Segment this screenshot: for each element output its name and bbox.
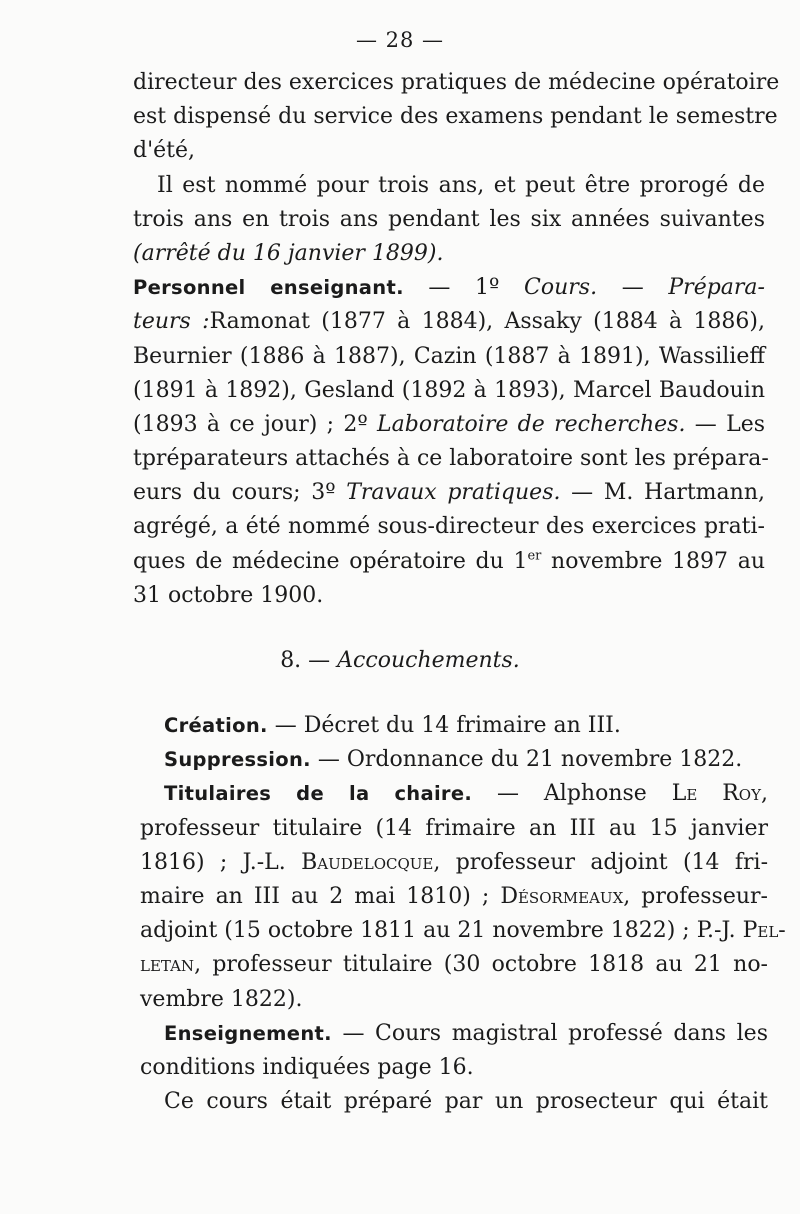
text-run: adjoint (15 octobre 1811 au 21 novembre 1822) ; P.-J. bbox=[140, 918, 743, 944]
text-run: — Ordonnance du 21 novembre 1822. bbox=[310, 747, 743, 773]
text-line bbox=[133, 476, 765, 510]
text-line: agrégé, a été nommé sous-directeur des exercices prati- bbox=[133, 514, 765, 540]
text-run: — 1º bbox=[403, 275, 525, 301]
section-number: 8. — bbox=[280, 648, 338, 673]
superscript: er bbox=[527, 548, 542, 564]
text-line: est dispensé du service des examens pendant le semestre bbox=[133, 104, 778, 130]
paragraph-block-1 bbox=[133, 66, 780, 613]
text-run: , professeur- bbox=[623, 883, 768, 909]
enseignement-line bbox=[140, 1017, 768, 1051]
heading-titulaires: Titulaires de la chaire. bbox=[164, 782, 473, 806]
text-line: Il est nommé pour trois ans, et peut être prorogé de bbox=[157, 172, 765, 198]
text-line bbox=[140, 846, 768, 880]
personnel-line bbox=[133, 271, 765, 305]
text-run: Prépara- bbox=[668, 275, 765, 301]
text-run: , professeur adjoint (14 fri- bbox=[433, 849, 768, 875]
text-run: eurs du cours; 3º bbox=[133, 480, 347, 506]
text-run: — Décret du 14 frimaire an III. bbox=[267, 713, 621, 738]
text-run: novembre 1897 au bbox=[541, 548, 765, 574]
heading-suppression: Suppression. bbox=[164, 748, 311, 772]
text-line bbox=[140, 948, 768, 982]
text-run: Travaux pratiques. bbox=[346, 480, 561, 506]
text-line: vembre 1822). bbox=[140, 986, 303, 1012]
text-run: — M. Hartmann, bbox=[560, 480, 765, 506]
text-line: directeur des exercices pratiques de médecine opératoire bbox=[133, 70, 780, 95]
text-run: Ramonat (1877 à 1884), Assaky (1884 à 1886), bbox=[209, 309, 765, 335]
text-line bbox=[133, 545, 765, 579]
heading-creation: Création. bbox=[164, 714, 268, 737]
text-run: teurs : bbox=[133, 309, 210, 335]
text-run: Désormeaux bbox=[500, 883, 624, 909]
text-run: — Les bbox=[685, 411, 766, 437]
text-run: letan bbox=[140, 952, 195, 978]
creation-line bbox=[140, 709, 768, 743]
heading-enseignement: Enseignement. bbox=[164, 1021, 332, 1045]
page-number: — 28 — bbox=[355, 28, 445, 52]
text-line: trois ans en trois ans pendant les six années suivantes bbox=[133, 206, 765, 232]
suppression-line bbox=[140, 743, 768, 777]
text-run: Cours. bbox=[524, 275, 598, 301]
text-line: tpréparateurs attachés à ce laboratoire sont les prépara- bbox=[133, 446, 769, 472]
text-run: 1816) ; J.-L. bbox=[140, 849, 302, 875]
text-run: maire an III au 2 mai 1810) ; bbox=[140, 883, 501, 909]
text-line: professeur titulaire (14 frimaire an III au 15 janvier bbox=[140, 815, 768, 841]
text-line: (1891 à 1892), Gesland (1892 à 1893), Marcel Baudouin bbox=[133, 377, 765, 403]
text-line: Ce cours était préparé par un prosecteur qui était bbox=[164, 1089, 768, 1115]
text-run: — bbox=[597, 275, 669, 301]
text-run: Laboratoire de recherches. bbox=[377, 411, 686, 437]
paragraph-block-2 bbox=[140, 709, 786, 1119]
text-line: d'été, bbox=[133, 138, 196, 164]
text-line bbox=[140, 880, 768, 914]
text-run: , professeur titulaire (30 octobre 1818 au 21 no- bbox=[194, 952, 768, 978]
text-line: 31 octobre 1900. bbox=[133, 582, 324, 608]
titulaires-line bbox=[140, 777, 768, 811]
text-run: Pel- bbox=[742, 918, 786, 944]
section-title: Accouchements. bbox=[337, 648, 520, 673]
text-run: — Cours magistral professé dans les bbox=[331, 1020, 768, 1046]
text-line bbox=[133, 305, 765, 339]
text-run: Baudelocque bbox=[301, 849, 434, 875]
text-line bbox=[133, 408, 765, 442]
text-run: ques de médecine opératoire du 1 bbox=[133, 548, 528, 574]
decree-reference: (arrêté du 16 janvier 1899). bbox=[133, 240, 444, 266]
heading-personnel: Personnel enseignant. bbox=[133, 276, 404, 300]
text-run: (1893 à ce jour) ; 2º bbox=[133, 411, 378, 437]
text-run: Le Roy, bbox=[671, 781, 768, 807]
text-run: — Alphonse bbox=[472, 781, 672, 807]
text-line: conditions indiquées page 16. bbox=[140, 1054, 474, 1080]
section-heading bbox=[0, 648, 800, 673]
text-line: Beurnier (1886 à 1887), Cazin (1887 à 1891), Wassilieff bbox=[133, 343, 765, 369]
text-line bbox=[140, 914, 786, 948]
